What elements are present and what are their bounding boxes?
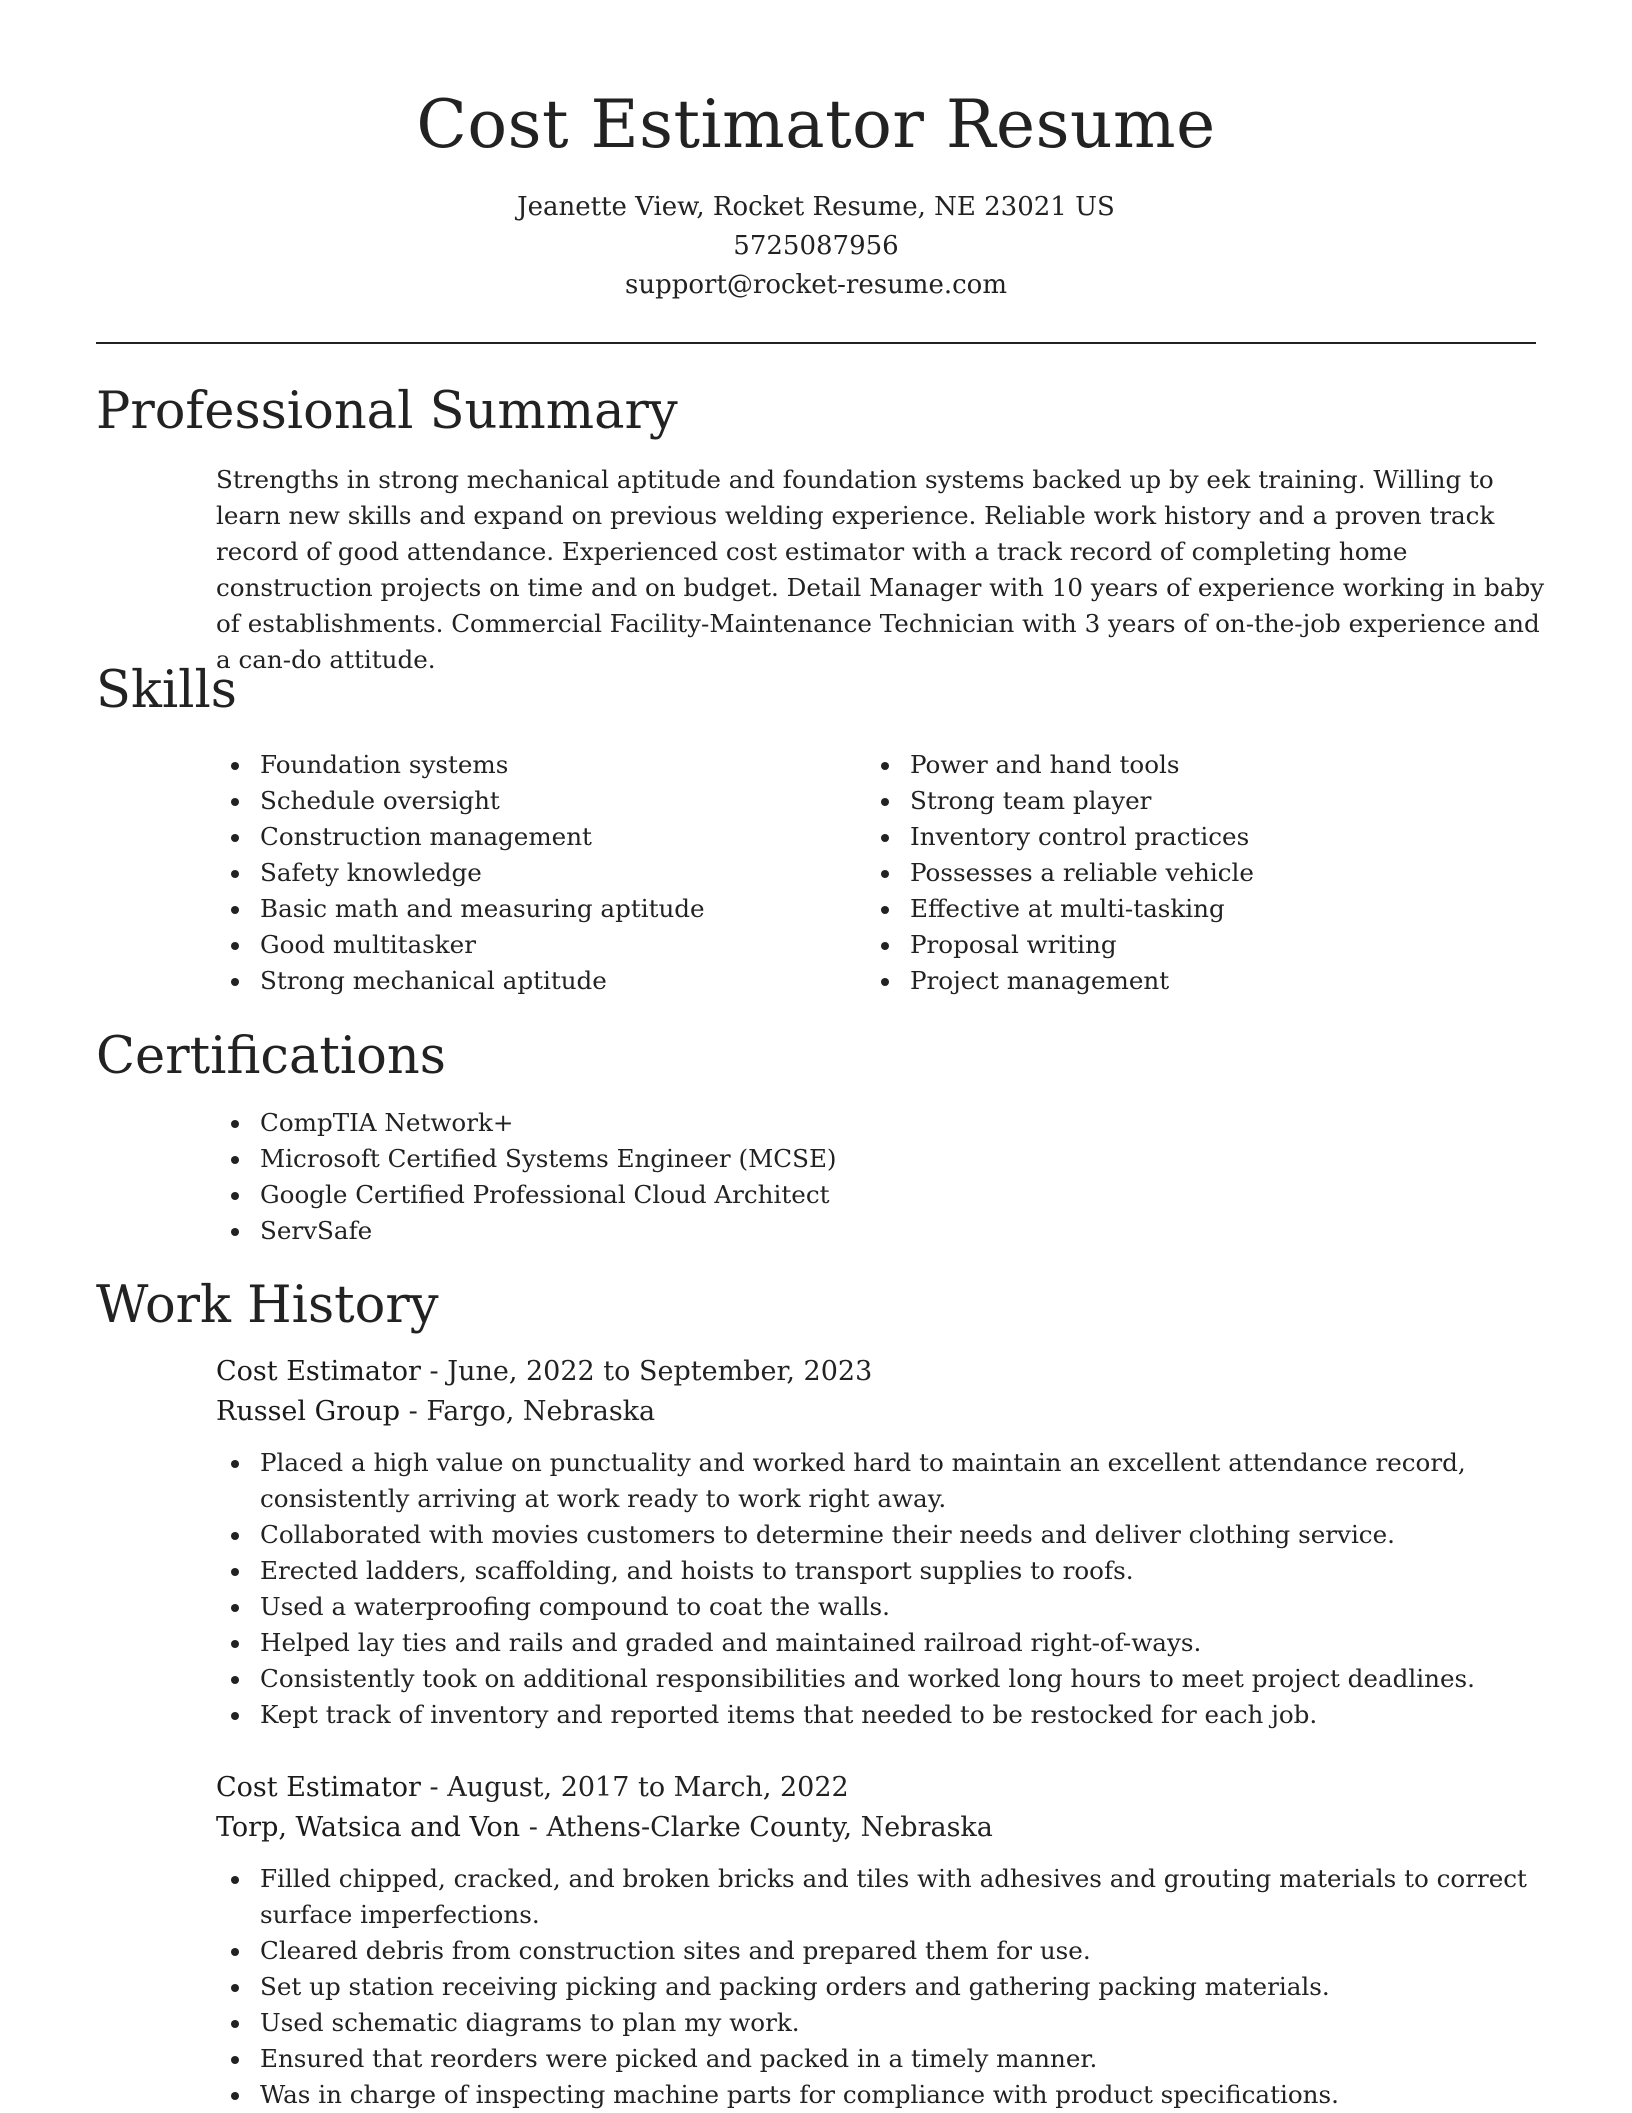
job-bullet: Was in charge of inspecting machine parts for compliance with product specifications.: [216, 2077, 1536, 2113]
certifications-heading: Certifications: [96, 1027, 446, 1086]
job-company-line: [216, 1808, 993, 1848]
skill-item: Proposal writing: [866, 927, 1526, 963]
job-company-line: [216, 1392, 655, 1432]
skill-item: Inventory control practices: [866, 819, 1526, 855]
contact-email: support@rocket-resume.com: [624, 270, 1007, 300]
summary-heading: Professional Summary: [96, 382, 678, 441]
summary-text: Strengths in strong mechanical aptitude and foundation systems backed up by eek training. Willing to learn new skills and expand on previous welding experience. Reliable work history and a proven track record of good attendance. Experienced cost estimator with a track record of completing home construction projects on time and on budget. Detail Manager with 10 years of experience working in baby of establishments. Commercial Facility-Maintenance Technician with 3 years of on-the-job experience and a can-do attitude.: [216, 465, 1545, 674]
job-bullet: Used schematic diagrams to plan my work.: [216, 2005, 1536, 2041]
skill-item: Effective at multi-tasking: [866, 891, 1526, 927]
contact-info: [0, 188, 1632, 305]
job-location: - Fargo, Nebraska: [400, 1396, 656, 1427]
job-bullet: Consistently took on additional responsibilities and worked long hours to meet project deadlines.: [216, 1661, 1536, 1697]
contact-phone: 5725087956: [733, 231, 899, 261]
job-dates: - August, 2017 to March, 2022: [420, 1772, 849, 1803]
job-bullet: Placed a high value on punctuality and worked hard to maintain an excellent attendance record, consistently arriving at work ready to work right away.: [216, 1445, 1536, 1517]
job-bullet: Filled chipped, cracked, and broken bricks and tiles with adhesives and grouting materials to correct surface imperfections.: [216, 1861, 1536, 1933]
job-dates: - June, 2022 to September, 2023: [420, 1356, 873, 1387]
job-bullet: Ensured that reorders were picked and packed in a timely manner.: [216, 2041, 1536, 2077]
skills-list-right: [866, 747, 1526, 999]
certification-item: CompTIA Network+: [216, 1105, 1536, 1141]
job-title: Cost Estimator: [216, 1772, 421, 1803]
job-location: - Athens-Clarke County, Nebraska: [520, 1812, 993, 1843]
page-title: Cost Estimator Resume: [416, 86, 1216, 163]
work-history-heading: Work History: [96, 1276, 439, 1335]
header-divider: [96, 342, 1536, 344]
job-bullet: Kept track of inventory and reported items that needed to be restocked for each job.: [216, 1697, 1536, 1733]
skill-item: Safety knowledge: [216, 855, 816, 891]
contact-address: Jeanette View, Rocket Resume, NE 23021 US: [517, 192, 1115, 222]
skills-heading: Skills: [96, 661, 237, 720]
skill-item: Basic math and measuring aptitude: [216, 891, 816, 927]
job-bullet: Used a waterproofing compound to coat the walls.: [216, 1589, 1536, 1625]
skill-item: Strong team player: [866, 783, 1526, 819]
certification-item: ServSafe: [216, 1213, 1536, 1249]
job-bullet: Helped lay ties and rails and graded and maintained railroad right-of-ways.: [216, 1625, 1536, 1661]
job-bullets: [216, 1861, 1536, 2113]
certification-item: Google Certified Professional Cloud Architect: [216, 1177, 1536, 1213]
job-bullet: Collaborated with movies customers to determine their needs and deliver clothing service.: [216, 1517, 1536, 1553]
resume-header: [0, 0, 1632, 305]
certification-item: Microsoft Certified Systems Engineer (MCSE): [216, 1141, 1536, 1177]
job-bullet: Set up station receiving picking and packing orders and gathering packing materials.: [216, 1969, 1536, 2005]
skill-item: Construction management: [216, 819, 816, 855]
job-company: Russel Group: [216, 1396, 401, 1427]
job-title-line: [216, 1352, 872, 1392]
job-company: Torp, Watsica and Von: [216, 1812, 521, 1843]
skill-item: Strong mechanical aptitude: [216, 963, 816, 999]
job-title-line: [216, 1768, 849, 1808]
job-bullets: [216, 1445, 1536, 1733]
job-title: Cost Estimator: [216, 1356, 421, 1387]
skill-item: Foundation systems: [216, 747, 816, 783]
skill-item: Good multitasker: [216, 927, 816, 963]
skills-list-left: [216, 747, 816, 999]
skill-item: Power and hand tools: [866, 747, 1526, 783]
skill-item: Schedule oversight: [216, 783, 816, 819]
skill-item: Project management: [866, 963, 1526, 999]
job-bullet: Cleared debris from construction sites and prepared them for use.: [216, 1933, 1536, 1969]
certifications-list: [216, 1105, 1536, 1249]
job-bullet: Erected ladders, scaffolding, and hoists to transport supplies to roofs.: [216, 1553, 1536, 1589]
skill-item: Possesses a reliable vehicle: [866, 855, 1526, 891]
